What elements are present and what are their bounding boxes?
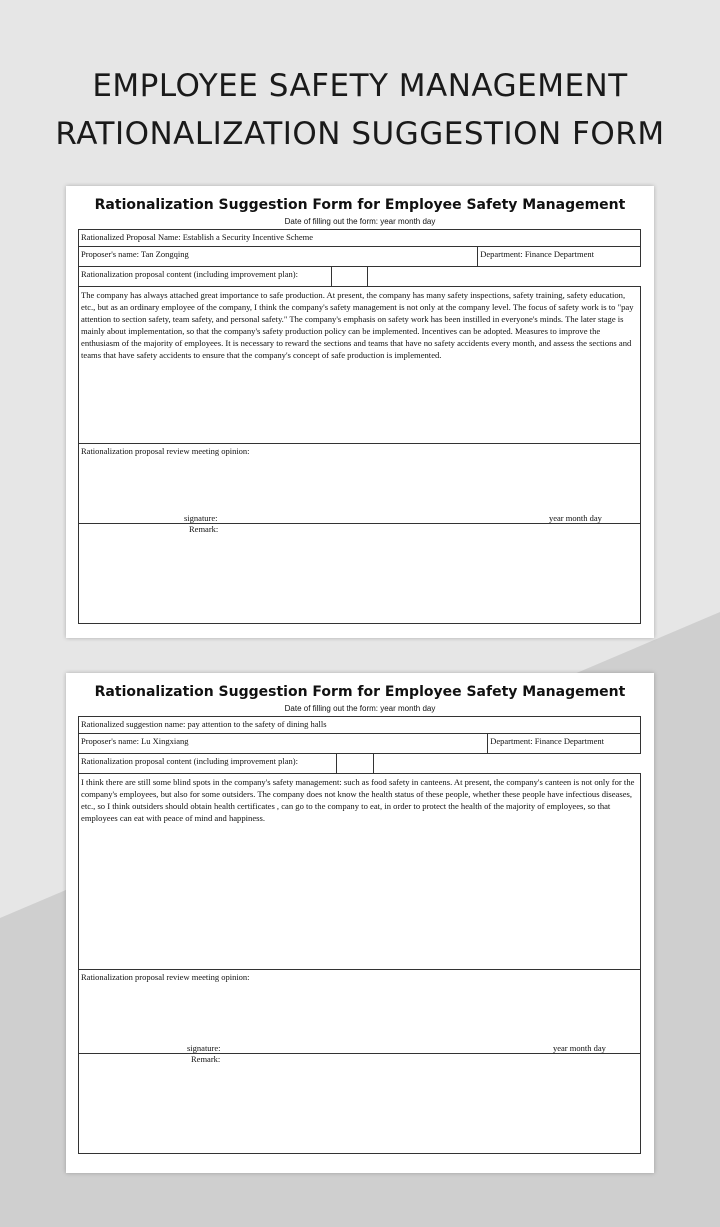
blank-cell	[368, 267, 641, 287]
blank-cell	[374, 754, 641, 774]
blank-cell	[336, 754, 374, 774]
page-title-line-2: RATIONALIZATION SUGGESTION FORM	[55, 116, 665, 152]
remark-cell	[79, 1054, 641, 1154]
remark-cell	[79, 524, 641, 624]
proposal-name-cell: Rationalized suggestion name: pay attention to the safety of dining halls	[79, 717, 641, 734]
signature-label: signature:	[187, 1043, 221, 1053]
proposer-cell: Proposer's name: Lu Xingxiang	[79, 734, 488, 754]
form-date-line: Date of filling out the form: year month day	[284, 704, 436, 713]
review-label: Rationalization proposal review meeting opinion:	[81, 972, 250, 982]
review-label: Rationalization proposal review meeting opinion:	[81, 446, 250, 456]
date-label: year month day	[549, 513, 602, 523]
review-opinion-cell	[79, 970, 641, 1054]
content-label-cell: Rationalization proposal content (including improvement plan):	[79, 754, 337, 774]
form-heading: Rationalization Suggestion Form for Employee Safety Management	[94, 684, 626, 700]
department-cell: Department: Finance Department	[478, 247, 641, 267]
signature-label: signature:	[184, 513, 218, 523]
content-label-cell: Rationalization proposal content (including improvement plan):	[79, 267, 332, 287]
proposal-name-cell: Rationalized Proposal Name: Establish a Security Incentive Scheme	[79, 230, 641, 247]
form-sheet-1	[66, 186, 654, 638]
proposal-content-text: I think there are still some blind spots in the company's safety management: such as food safety in canteens. At present, the company's canteen is not only for the company's employees, but also for some outsiders. The company does not know the health status of these people, whether these people have infectious diseases, etc., so I think outsiders should obtain health certificates , can go to the company to eat, in order to protect the health of the majority of employees, so that employees can eat with peace of mind and happiness.	[79, 774, 641, 970]
proposal-content-text: The company has always attached great importance to safe production. At present, the company has many safety inspections, safety training, safety education, etc., but as an ordinary employee of the company, I think the company's safety management is not only at the company level. The focus of safety work is to "pay attention to section safety, team safety, and personal safety." The company's emphasis on safety work has been instilled in everyone's minds. The later stage is mainly about implementation, so that the company's safety production policy can be implemented. Incentives can be adopted. Measures to improve the enthusiasm of the majority of employees. It is necessary to reward the sections and teams that have no safety accidents every month, and assess the sections and teams that have safety accidents to ensure that the company's concept of safe production is implemented.	[79, 287, 641, 444]
form-table	[78, 716, 641, 1154]
form-sheet-2	[66, 673, 654, 1173]
form-heading: Rationalization Suggestion Form for Employee Safety Management	[94, 197, 626, 213]
blank-cell	[331, 267, 368, 287]
remark-label: Remark:	[189, 524, 219, 534]
page-title-line-1: EMPLOYEE SAFETY MANAGEMENT	[92, 68, 628, 104]
form-date-line: Date of filling out the form: year month day	[284, 217, 436, 226]
date-label: year month day	[553, 1043, 606, 1053]
review-opinion-cell	[79, 444, 641, 524]
department-cell: Department: Finance Department	[488, 734, 641, 754]
remark-label: Remark:	[191, 1054, 221, 1064]
form-table	[78, 229, 641, 624]
proposer-cell: Proposer's name: Tan Zongqing	[79, 247, 478, 267]
